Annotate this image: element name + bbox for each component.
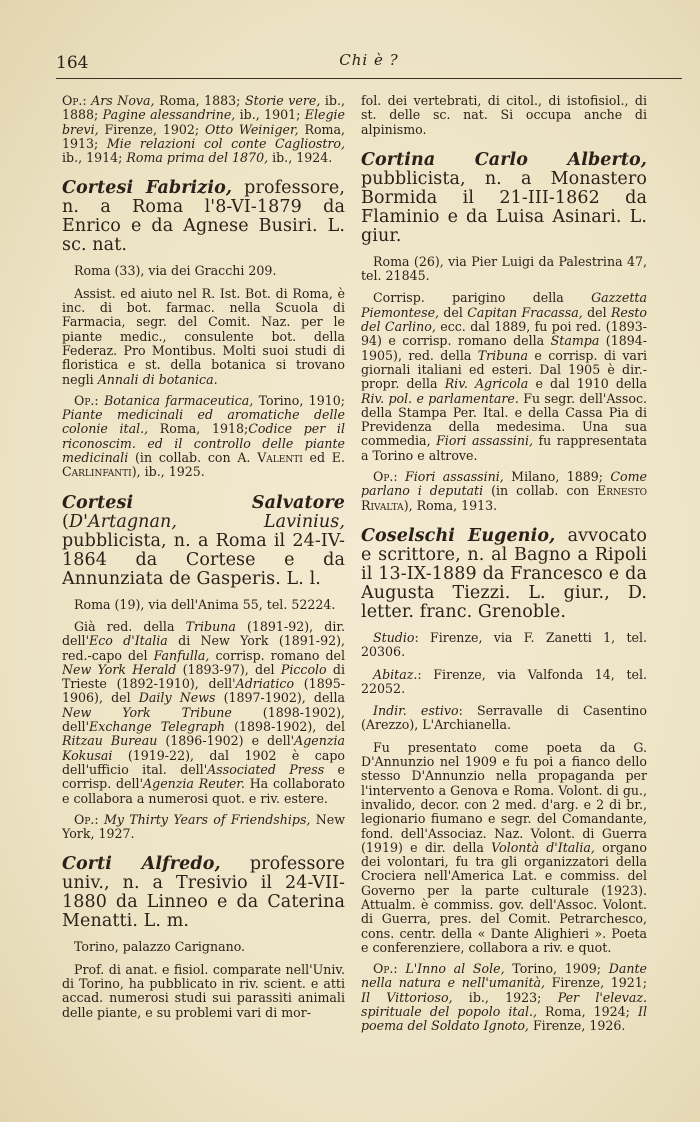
right-column [361, 94, 647, 1108]
entry-corti-alfredo [62, 855, 345, 1019]
entry-heading: Coselschi Eugenio, avvocato e scrittore, n. al Bagno a Ripoli il 13-IX-1889 da Francesco e da Augusta Tiezzi. L. giur., D. letter. franc. Grenoble. [361, 525, 647, 622]
running-head: Chi è ? [339, 51, 399, 69]
summer-address: Indir. estivo: Serravalle di Casentino (Arezzo), L'Archianella. [361, 703, 647, 733]
biography: Fu presentato come poeta da G. D'Annunzio nel 1909 e fu poi a fianco dello stesso D'Annunzio nella propaganda per l'intervento a Genova e Roma. Volont. di gu., invalido, decor. con 2 med. d'arg. e 2 di br., legionario fiumano e segr. del Comandante, fond. dell'Associaz. Naz. Volont. di Guerra (1919) e dir. della Volontà d'Italia, organo dei volontari, fu tra gli organizzatori della Crociera nell'America Lat. e commiss. del Governo per la parte culturale (1923). Attualm. è commiss. gov. dell'Assoc. Volont. di Guerra, pres. del Comit. Petrarchesco, cons. centr. della « Dante Alighieri ». Poeta e conferenziere, collabora a riv. e quot. [361, 739, 647, 955]
biography-continued: fol. dei vertebrati, di citol., di istofisiol., di st. delle sc. nat. Si occupa anche di alpinismo. [361, 94, 647, 137]
biography: Assist. ed aiuto nel R. Ist. Bot. di Roma, è inc. di bot. farmac. nella Scuola di Farmacia, segr. del Comit. Naz. per le piante medic., consulente bot. della Federaz. Pro Montibus. Molti suoi studi di floristica e st. della botanica si trovano negli Annali di botanica. [62, 285, 345, 387]
entry-carry-over-right [361, 94, 647, 137]
works-paragraph: Op.: Botanica farmaceutica, Torino, 1910; Piante medicinali ed aromatiche delle colonie ital., Roma, 1918;Codice per il riconoscim. ed il controllo delle piante medicinali (in collab. con A. Valenti ed E. Carlinfanti), ib., 1925. [62, 392, 345, 480]
entry-carry-over-left [62, 94, 345, 165]
biography: Già red. della Tribuna (1891-92), dir. dell'Eco d'Italia di New York (1891-92), red.-capo del Fanfulla, corrisp. romano del New York Herald (1893-97), del Piccolo di Trieste (1892-1910), dell'Adriatico (1895-1906), del Daily News (1897-1902), della New York Tribune (1898-1902), dell'Exchange Telegraph (1898-1902), del Ritzau Bureau (1896-1902) e dell'Agenzia Kokusai (1919-22), dal 1902 è capo dell'ufficio ital. dell'Associated Press e corrisp. dell'Agenzia Reuter. Ha collaborato e collabora a numerosi quot. e riv. estere. [62, 618, 345, 806]
address: Roma (19), via dell'Anima 55, tel. 52224. [74, 596, 336, 612]
address: Roma (33), via dei Gracchi 209. [74, 263, 277, 279]
page-header [56, 50, 682, 79]
entry-heading: Cortesi Fabrizio, professore, n. a Roma l'8-VI-1879 da Enrico e da Agnese Busiri. L. sc. nat. [62, 178, 345, 256]
biography: Corrisp. parigino della Gazzetta Piemontese, del Capitan Fracassa, del Resto del Carlino, ecc. dal 1889, fu poi red. (1893-94) e corrisp. romano della Stampa (1894-1905), red. della Tribuna e corrisp. di vari giornali italiani ed esteri. Dal 1905 è dir.-propr. della Riv. Agricola e dal 1910 della Riv. pol. e parlamentare. Fu segr. dell'Assoc. della Stampa Per. Ital. e della Cassa Pia di Previdenza della medesima. Una sua commedia, Fiori assassini, fu rappresentata a Torino e altrove. [361, 290, 647, 463]
page-number: 164 [56, 53, 89, 73]
studio-address: Studio: Firenze, via F. Zanetti 1, tel. 20306. [361, 629, 647, 660]
address: Roma (26), via Pier Luigi da Palestrina 47, tel. 21845. [361, 253, 647, 284]
works-paragraph: Op.: Fiori assassini, Milano, 1889; Come parlano i deputati (in collab. con Ernesto Rivalta), Roma, 1913. [361, 469, 647, 513]
entry-name: Cortina Carlo Alberto, [361, 149, 647, 170]
entry-name: Corti Alfredo, [62, 854, 221, 875]
entry-heading: Cortina Carlo Alberto, pubblicista, n. a Monastero Bormida il 21-III-1862 da Flaminio e da Luisa Asinari. L. giur. [361, 149, 647, 246]
biography: Prof. di anat. e fisiol. comparate nell'Univ. di Torino, ha pubblicato in riv. scient. e atti accad. numerosi studi sui parassiti animali delle piante, e su problemi vari di mor- [62, 961, 345, 1020]
works-paragraph: Op.: Ars Nova, Roma, 1883; Storie vere, ib., 1888; Pagine alessandrine, ib., 1901; Elegie brevi, Firenze, 1902; Otto Weiniger, Roma, 1913; Mie relazioni col conte Cagliostro, ib., 1914; Roma prima del 1870, ib., 1924. [62, 94, 345, 166]
works-paragraph: Op.: L'Inno al Sole, Torino, 1909; Dante nella natura e nell'umanità, Firenze, 1921; Il Vittorioso, ib., 1923; Per l'elevaz. spirituale del popolo ital., Roma, 1924; Il poema del Soldato Ignoto, Firenze, 1926. [361, 961, 647, 1034]
entry-cortina-carlo-alberto [361, 151, 647, 513]
entry-heading: Corti Alfredo, professore univ., n. a Tresivio il 24-VII-1880 da Linneo e da Caterina Menatti. L. m. [62, 854, 345, 932]
entry-coselschi-eugenio [361, 527, 647, 1034]
entry-cortesi-salvatore [62, 494, 345, 842]
works-paragraph: Op.: My Thirty Years of Friendships, New York, 1927. [62, 811, 345, 842]
address: Torino, palazzo Carignano. [74, 939, 246, 955]
entry-heading: Cortesi Salvatore (D'Artagnan, Lavinius, pubblicista, n. a Roma il 24-IV-1864 da Cortese e da Annunziata de Gasperis. L. l. [62, 492, 345, 589]
entry-name: Coselschi Eugenio, [361, 525, 556, 546]
entry-name: Cortesi Salvatore [62, 492, 345, 513]
entry-cortesi-fabrizio [62, 179, 345, 479]
left-column [62, 94, 345, 1108]
home-address: Abitaz.: Firenze, via Valfonda 14, tel. 22052. [361, 666, 647, 696]
entry-name: Cortesi Fabrizio, [62, 178, 233, 199]
